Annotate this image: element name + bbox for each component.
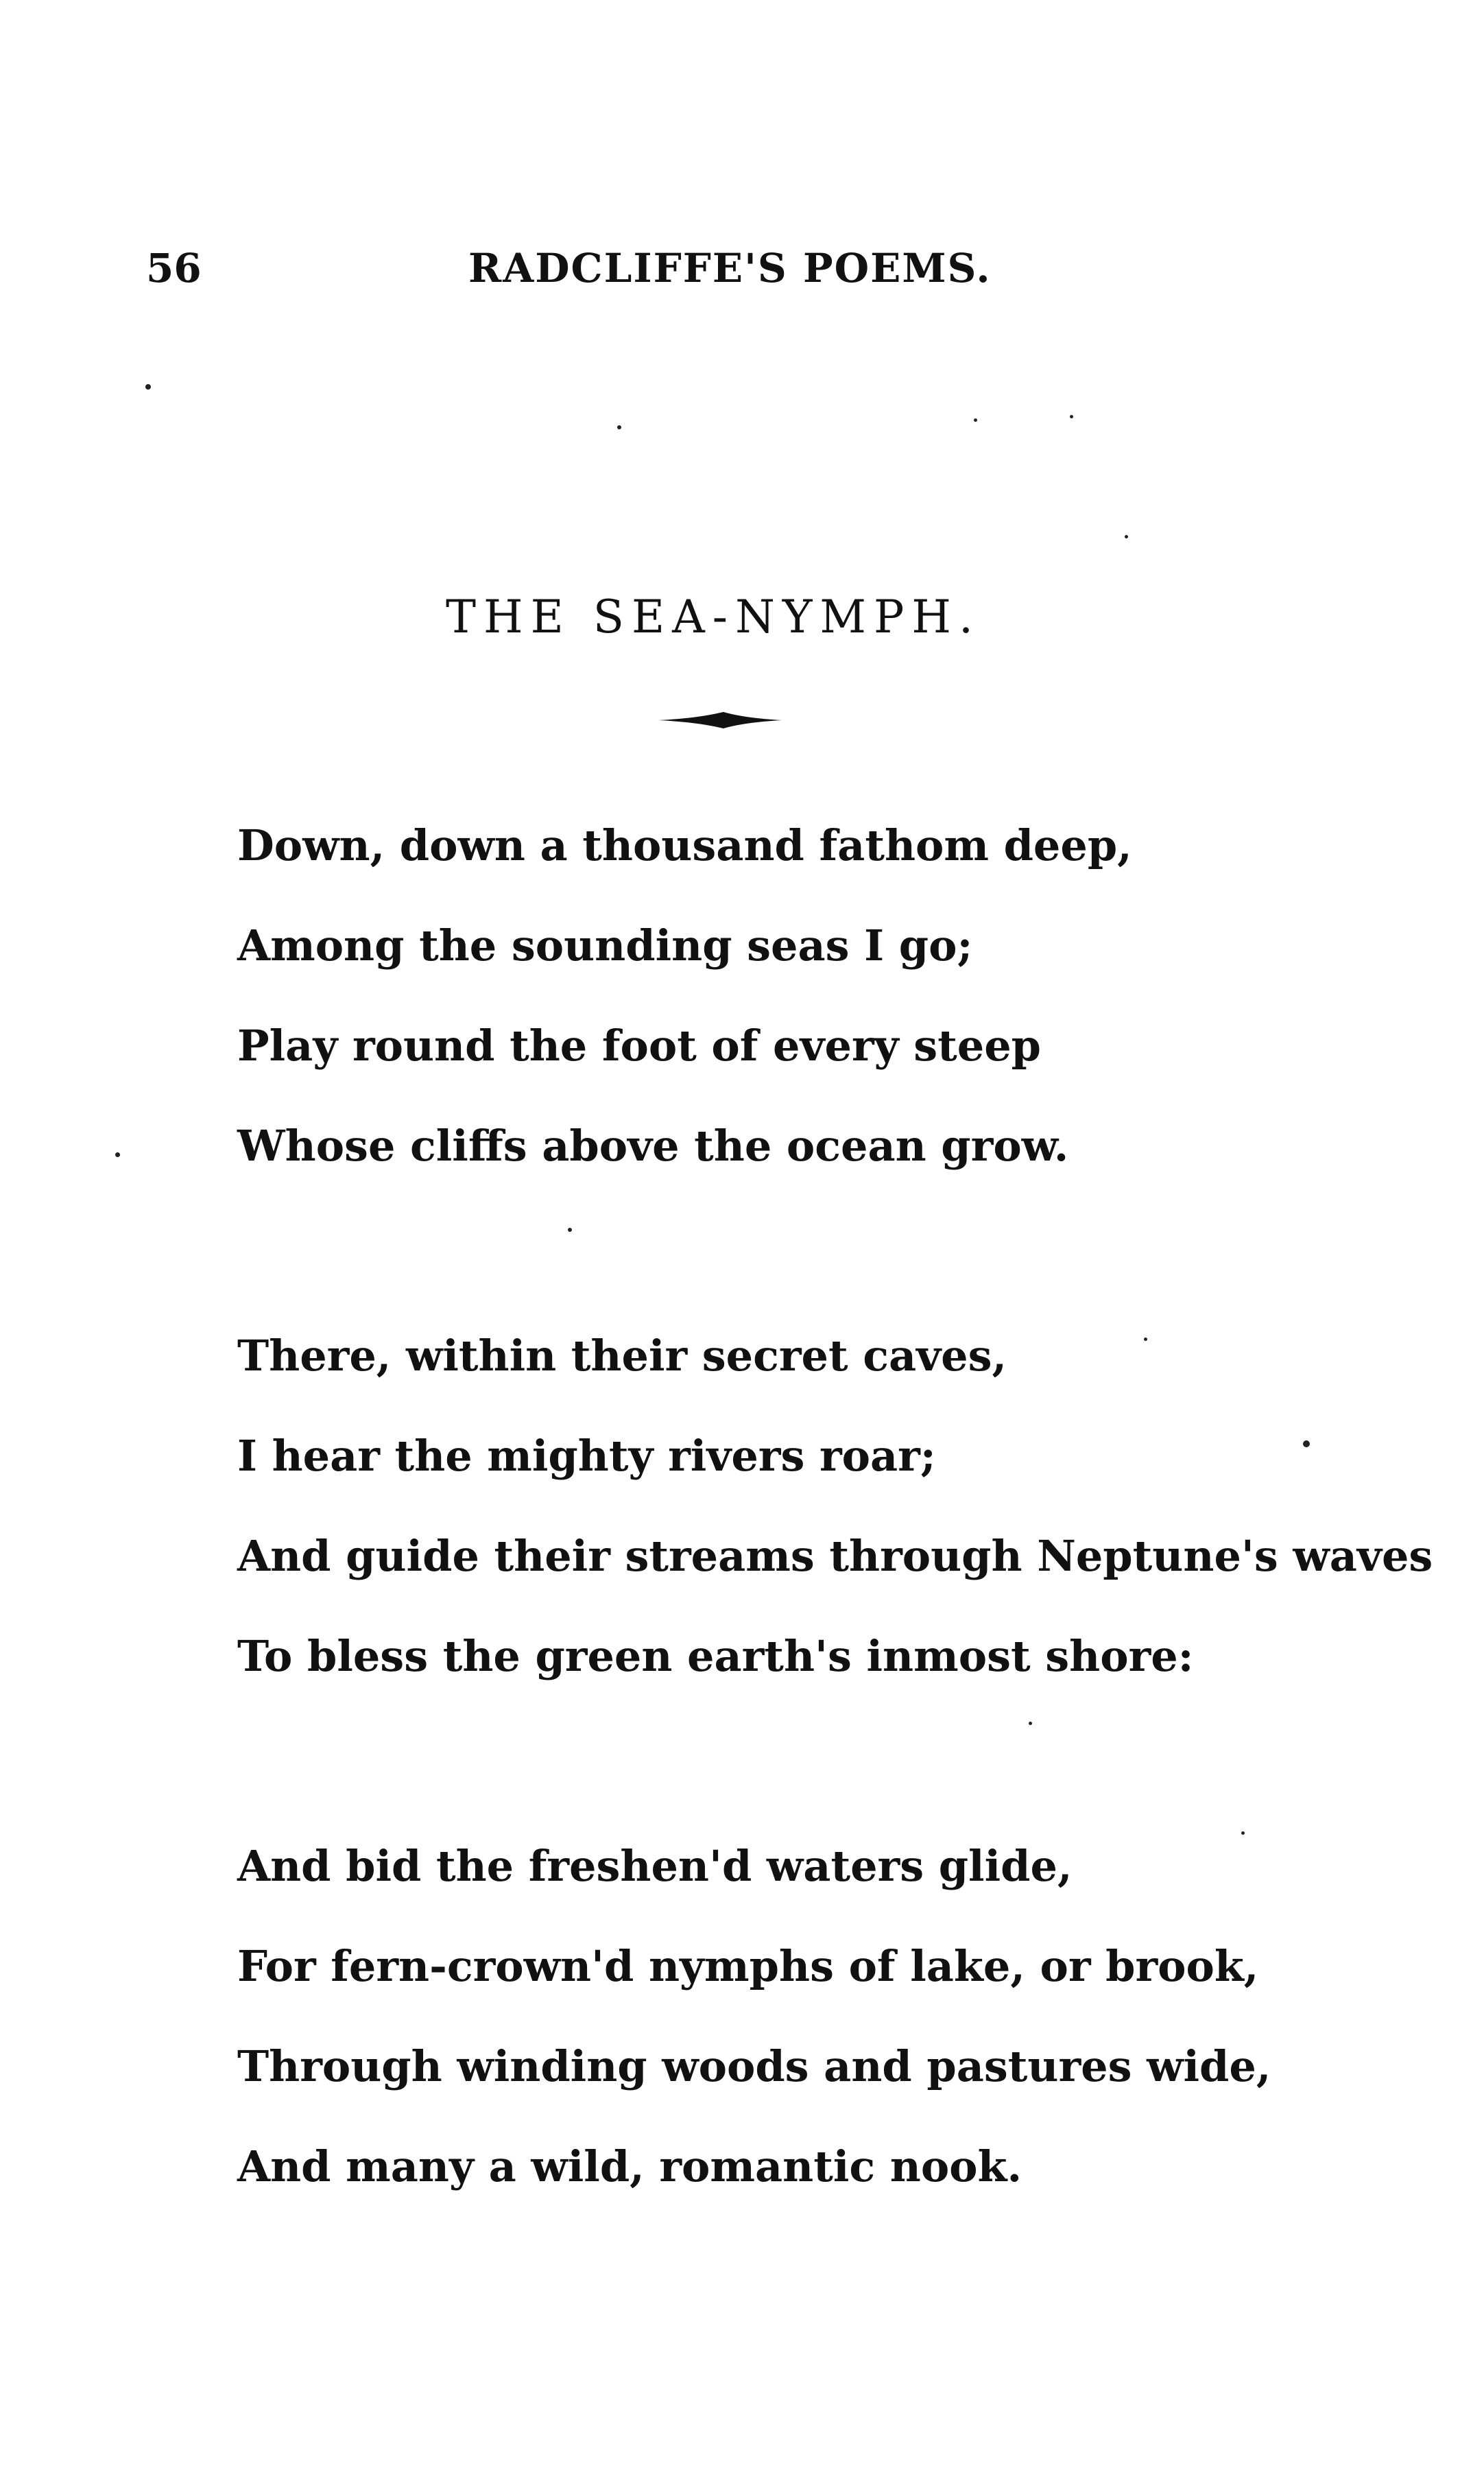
poem-line: And guide their streams through Neptune's waves [237, 1531, 1433, 1581]
poem-line: Among the sounding seas I go; [237, 920, 973, 971]
flourish-ornament-icon [658, 710, 782, 730]
scan-speck [1303, 1440, 1310, 1447]
running-head: RADCLIFFE'S POEMS. [468, 245, 992, 292]
scan-speck [1241, 1831, 1245, 1835]
scan-speck [568, 1228, 572, 1232]
poem-line: Whose cliffs above the ocean grow. [237, 1121, 1069, 1171]
poem-line: I hear the mighty rivers roar; [237, 1431, 936, 1481]
scan-speck [1125, 535, 1128, 538]
poem-title: THE SEA-NYMPH. [446, 591, 981, 643]
stanza [237, 1306, 1433, 1707]
poem-body [237, 796, 1433, 2217]
stanza [237, 1816, 1403, 2217]
poem-line: Through winding woods and pastures wide, [237, 2041, 1271, 2091]
scan-speck [145, 384, 151, 390]
page-number: 56 [146, 245, 202, 292]
scan-speck [974, 418, 977, 422]
scan-speck [617, 425, 621, 429]
scan-speck [1029, 1722, 1032, 1725]
stanza [237, 796, 1403, 1196]
poem-line: Play round the foot of every steep [237, 1021, 1042, 1071]
poem-line: Down, down a thousand fathom deep, [237, 820, 1132, 870]
poem-line: There, within their secret caves, [237, 1331, 1007, 1381]
poem-line: For fern-crown'd nymphs of lake, or brook, [237, 1941, 1259, 1991]
poem-line: And bid the freshen'd waters glide, [237, 1841, 1073, 1891]
poem-line: To bless the green earth's inmost shore: [237, 1631, 1194, 1681]
scan-speck [115, 1152, 120, 1157]
scan-speck [1144, 1338, 1147, 1341]
poem-line: And many a wild, romantic nook. [237, 2141, 1022, 2191]
scan-speck [1070, 415, 1073, 418]
